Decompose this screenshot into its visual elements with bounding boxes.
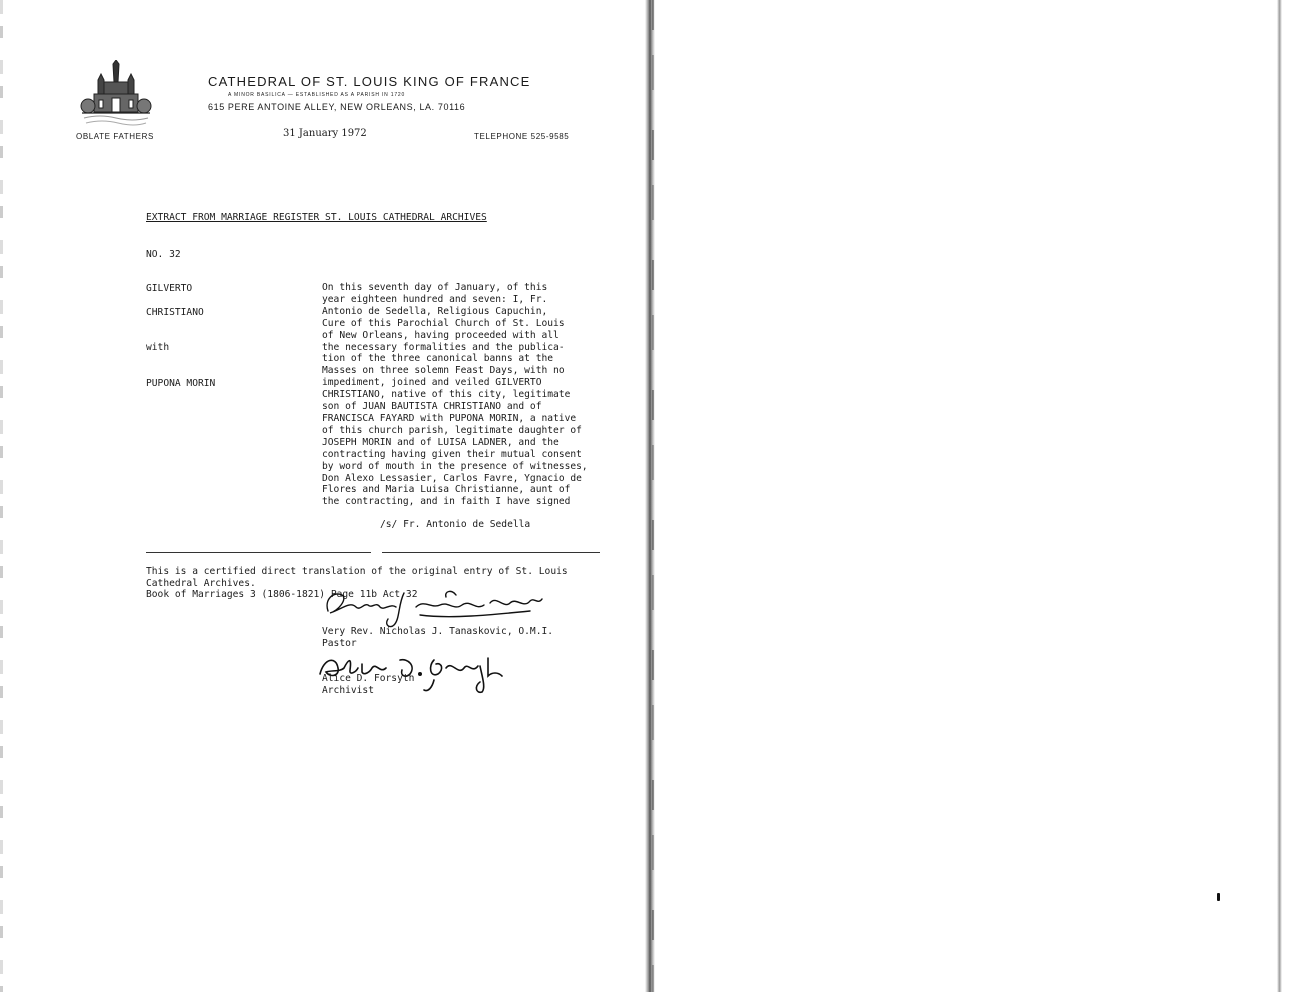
scan-edge-right	[1277, 0, 1282, 992]
entry-line: year eighteen hundred and seven: I, Fr.	[322, 293, 548, 305]
order-label: OBLATE FATHERS	[76, 132, 154, 141]
entry-line: by word of mouth in the presence of witnesses,	[322, 460, 588, 472]
letterhead-address: 615 PERE ANTOINE ALLEY, NEW ORLEANS, LA. 70116	[208, 102, 466, 112]
pastor-title: Pastor	[322, 638, 357, 649]
entry-line: tion of the three canonical banns at the	[322, 353, 554, 365]
entry-line: Flores and Maria Luisa Christianne, aunt of	[322, 484, 571, 496]
entry-text	[322, 282, 612, 508]
entry-line: the contracting, and in faith I have signed	[322, 496, 571, 508]
entry-line: of this church parish, legitimate daughter of	[322, 424, 582, 436]
signed-by: /s/ Fr. Antonio de Sedella	[380, 519, 531, 530]
entry-line: the necessary formalities and the publica-	[322, 341, 565, 353]
bride-name: PUPONA MORIN	[146, 378, 216, 389]
entry-line: impediment, joined and veiled GILVERTO	[322, 377, 542, 389]
entry-line: Cure of this Parochial Church of St. Louis	[322, 317, 565, 329]
cathedral-icon	[80, 60, 152, 132]
entry-line: JOSEPH MORIN and of LUISA LADNER, and the	[322, 436, 559, 448]
archivist-title: Archivist	[322, 685, 374, 696]
scan-edge-left	[0, 0, 3, 992]
cert-line: Cathedral Archives.	[146, 577, 256, 589]
entry-line: Don Alexo Lessasier, Carlos Favre, Ygnacio de	[322, 472, 582, 484]
pastor-block	[322, 626, 553, 650]
archivist-block	[322, 673, 414, 697]
telephone: TELEPHONE 525-9585	[474, 132, 570, 141]
connector-with: with	[146, 342, 170, 353]
entry-line: son of JUAN BAUTISTA CHRISTIANO and of	[322, 401, 542, 413]
entry-number: NO. 32	[146, 249, 181, 260]
entry-line: Antonio de Sedella, Religious Capuchin,	[322, 305, 548, 317]
certification	[146, 566, 568, 601]
entry-line: Masses on three solemn Feast Days, with no	[322, 365, 565, 377]
letter-date: 31 January 1972	[283, 128, 367, 139]
entry-line: of New Orleans, having proceeded with all	[322, 329, 559, 341]
letterhead-title: CATHEDRAL OF ST. LOUIS KING OF FRANCE	[208, 74, 531, 89]
entry-line: On this seventh day of January, of this	[322, 282, 548, 293]
divider-left	[146, 552, 371, 553]
archivist-name: Alice D. Forsyth	[322, 673, 415, 684]
groom-given-name: GILVERTO	[146, 283, 193, 294]
page-fold-shadow	[652, 0, 654, 992]
entry-line: FRANCISCA FAYARD with PUPONA MORIN, a native	[322, 412, 577, 424]
pastor-name: Very Rev. Nicholas J. Tanaskovic, O.M.I.	[322, 626, 554, 637]
entry-line: contracting having given their mutual consent	[322, 448, 582, 460]
entry-line: CHRISTIANO, native of this city, legitimate	[322, 389, 571, 401]
scan-speck	[1217, 893, 1220, 901]
divider-right	[382, 552, 600, 553]
extract-title: EXTRACT FROM MARRIAGE REGISTER ST. LOUIS CATHEDRAL ARCHIVES	[146, 212, 487, 223]
cert-line: Book of Marriages 3 (1806-1821) Page 11b Act 32	[146, 589, 418, 601]
letterhead-subtitle: A MINOR BASILICA — ESTABLISHED AS A PARISH IN 1720	[228, 92, 406, 98]
cert-line: This is a certified direct translation of the original entry of St. Louis	[146, 566, 568, 577]
groom-surname: CHRISTIANO	[146, 307, 204, 318]
